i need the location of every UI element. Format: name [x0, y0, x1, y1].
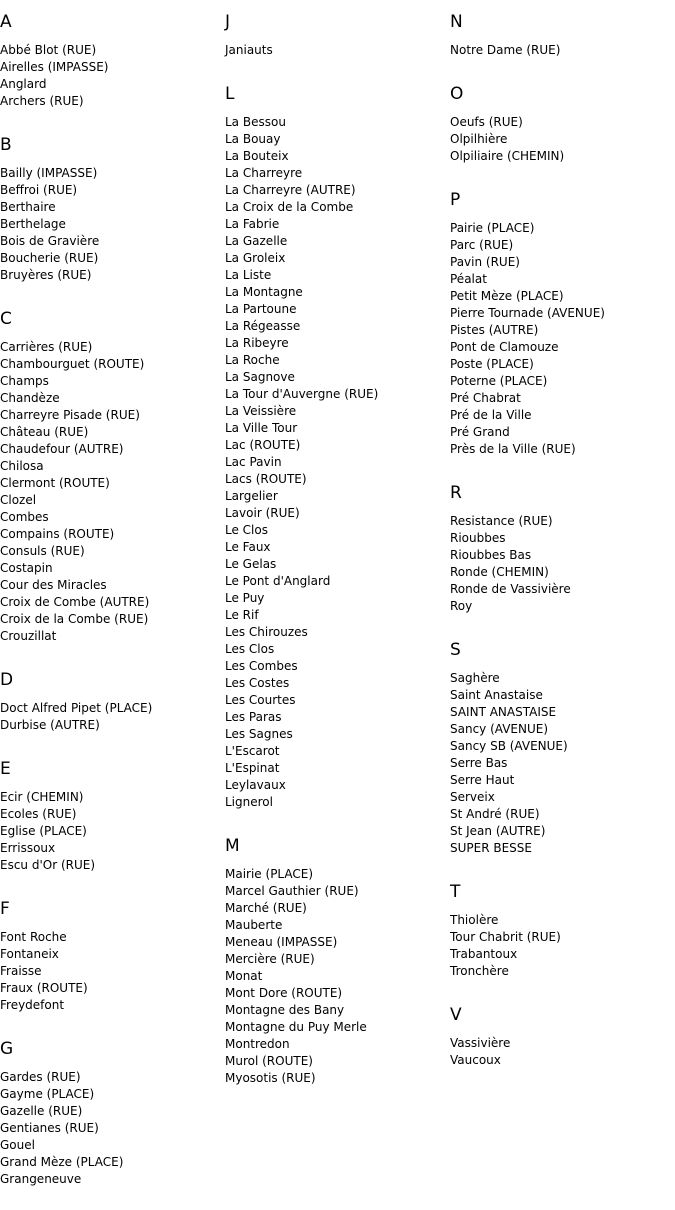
- street-list: [225, 866, 450, 1087]
- street-list: [225, 114, 450, 811]
- letter-heading: J: [225, 12, 231, 32]
- street-link[interactable]: Grangeneuve: [0, 1172, 82, 1186]
- street-link[interactable]: Boucherie (RUE): [0, 251, 99, 265]
- street-index-column-1: [0, 0, 225, 1188]
- street-link[interactable]: Abbé Blot (RUE): [0, 43, 97, 57]
- street-list: [0, 1069, 225, 1188]
- street-link[interactable]: Resistance (RUE): [450, 514, 553, 528]
- letter-group-g: [0, 1039, 225, 1188]
- letter-heading: D: [0, 670, 14, 690]
- letter-heading: B: [0, 135, 12, 155]
- letter-heading: F: [0, 899, 10, 919]
- street-link[interactable]: Thiolère: [450, 913, 499, 927]
- street-list: [225, 42, 450, 59]
- letter-group-j: [225, 12, 450, 59]
- street-link[interactable]: Le Puy: [225, 591, 265, 605]
- street-link[interactable]: Le Gelas: [225, 557, 277, 571]
- street-link[interactable]: Tronchère: [450, 964, 509, 978]
- street-link[interactable]: Chilosa: [0, 459, 44, 473]
- street-list: [450, 42, 675, 59]
- street-link[interactable]: Marché (RUE): [225, 901, 307, 915]
- letter-heading: C: [0, 309, 12, 329]
- letter-group-v: [450, 1005, 675, 1069]
- street-link[interactable]: SAINT ANASTAISE: [450, 705, 557, 719]
- street-link[interactable]: Olpiliaire (CHEMIN): [450, 149, 565, 163]
- street-list: [0, 789, 225, 874]
- street-link[interactable]: La Liste: [225, 268, 272, 282]
- street-link[interactable]: Serveix: [450, 790, 495, 804]
- street-link[interactable]: Les Paras: [225, 710, 282, 724]
- street-link[interactable]: Montredon: [225, 1037, 290, 1051]
- street-link[interactable]: Pistes (AUTRE): [450, 323, 539, 337]
- letter-group-r: [450, 483, 675, 615]
- street-link[interactable]: Pont de Clamouze: [450, 340, 559, 354]
- street-link[interactable]: La Montagne: [225, 285, 303, 299]
- street-link[interactable]: Lacs (ROUTE): [225, 472, 307, 486]
- letter-group-p: [450, 190, 675, 458]
- letter-heading: T: [450, 882, 461, 902]
- street-link[interactable]: Poste (PLACE): [450, 357, 534, 371]
- street-link[interactable]: La Régeasse: [225, 319, 301, 333]
- street-link[interactable]: Rioubbes: [450, 531, 506, 545]
- street-link[interactable]: Sancy (AVENUE): [450, 722, 549, 736]
- street-link[interactable]: Vassivière: [450, 1036, 511, 1050]
- street-link[interactable]: Montagne du Puy Merle: [225, 1020, 367, 1034]
- street-link[interactable]: Errissoux: [0, 841, 56, 855]
- street-link[interactable]: Parc (RUE): [450, 238, 514, 252]
- street-link[interactable]: Crouzillat: [0, 629, 57, 643]
- street-link[interactable]: La Gazelle: [225, 234, 288, 248]
- street-link[interactable]: Pierre Tournade (AVENUE): [450, 306, 605, 320]
- street-link[interactable]: Trabantoux: [450, 947, 518, 961]
- letter-heading: M: [225, 836, 240, 856]
- street-link[interactable]: Bois de Gravière: [0, 234, 100, 248]
- street-list: [450, 912, 675, 980]
- letter-group-a: [0, 12, 225, 110]
- letter-group-f: [0, 899, 225, 1014]
- street-list: [450, 1035, 675, 1069]
- street-link[interactable]: Monat: [225, 969, 263, 983]
- street-link[interactable]: Les Clos: [225, 642, 275, 656]
- street-link[interactable]: Oeufs (RUE): [450, 115, 523, 129]
- street-link[interactable]: Compains (ROUTE): [0, 527, 115, 541]
- street-link[interactable]: Les Combes: [225, 659, 298, 673]
- street-list: [450, 220, 675, 458]
- street-link[interactable]: Grand Mèze (PLACE): [0, 1155, 124, 1169]
- street-link[interactable]: Chambourguet (ROUTE): [0, 357, 145, 371]
- street-link[interactable]: Les Chirouzes: [225, 625, 308, 639]
- street-link[interactable]: Costapin: [0, 561, 53, 575]
- street-link[interactable]: Château (RUE): [0, 425, 89, 439]
- letter-group-c: [0, 309, 225, 645]
- street-list: [0, 929, 225, 1014]
- street-link[interactable]: Berthelage: [0, 217, 66, 231]
- street-link[interactable]: Janiauts: [225, 43, 273, 57]
- street-link[interactable]: La Roche: [225, 353, 280, 367]
- street-link[interactable]: La Croix de la Combe: [225, 200, 354, 214]
- street-link[interactable]: Cour des Miracles: [0, 578, 107, 592]
- street-link[interactable]: Font Roche: [0, 930, 67, 944]
- street-link[interactable]: L'Escarot: [225, 744, 280, 758]
- street-link[interactable]: Gayme (PLACE): [0, 1087, 95, 1101]
- street-link[interactable]: Consuls (RUE): [0, 544, 85, 558]
- street-link[interactable]: Pairie (PLACE): [450, 221, 535, 235]
- street-link[interactable]: Champs: [0, 374, 49, 388]
- street-link[interactable]: La Bessou: [225, 115, 286, 129]
- street-link[interactable]: Myosotis (RUE): [225, 1071, 316, 1085]
- street-link[interactable]: Leylavaux: [225, 778, 286, 792]
- street-link[interactable]: Saghère: [450, 671, 500, 685]
- street-link[interactable]: Gazelle (RUE): [0, 1104, 83, 1118]
- street-link[interactable]: La Groleix: [225, 251, 286, 265]
- street-link[interactable]: Bailly (IMPASSE): [0, 166, 98, 180]
- letter-heading: V: [450, 1005, 462, 1025]
- street-link[interactable]: Fraisse: [0, 964, 42, 978]
- street-link[interactable]: Lac Pavin: [225, 455, 282, 469]
- street-link[interactable]: Escu d'Or (RUE): [0, 858, 96, 872]
- street-list: [450, 114, 675, 165]
- street-link[interactable]: Les Sagnes: [225, 727, 293, 741]
- street-link[interactable]: Mont Dore (ROUTE): [225, 986, 343, 1000]
- letter-heading: E: [0, 759, 11, 779]
- street-link[interactable]: Mercière (RUE): [225, 952, 315, 966]
- letter-heading: N: [450, 12, 463, 32]
- street-link[interactable]: Airelles (IMPASSE): [0, 60, 109, 74]
- street-link[interactable]: Rioubbes Bas: [450, 548, 532, 562]
- street-link[interactable]: Archers (RUE): [0, 94, 84, 108]
- street-link[interactable]: Ronde de Vassivière: [450, 582, 571, 596]
- street-link[interactable]: Clermont (ROUTE): [0, 476, 110, 490]
- street-list: [0, 700, 225, 734]
- street-link[interactable]: Saint Anastaise: [450, 688, 543, 702]
- street-link[interactable]: Clozel: [0, 493, 37, 507]
- street-link[interactable]: Doct Alfred Pipet (PLACE): [0, 701, 153, 715]
- street-link[interactable]: Chandèze: [0, 391, 60, 405]
- street-link[interactable]: Croix de la Combe (RUE): [0, 612, 149, 626]
- letter-heading: S: [450, 640, 461, 660]
- letter-heading: L: [225, 84, 235, 104]
- letter-group-t: [450, 882, 675, 980]
- street-index-column-2: [225, 0, 450, 1087]
- street-list: [0, 42, 225, 110]
- street-link[interactable]: Montagne des Bany: [225, 1003, 345, 1017]
- street-link[interactable]: Murol (ROUTE): [225, 1054, 313, 1068]
- street-list: [0, 339, 225, 645]
- street-list: [450, 513, 675, 615]
- street-link[interactable]: La Bouteix: [225, 149, 289, 163]
- street-link[interactable]: La Veissière: [225, 404, 297, 418]
- street-link[interactable]: Croix de Combe (AUTRE): [0, 595, 150, 609]
- street-link[interactable]: Le Clos: [225, 523, 268, 537]
- street-link[interactable]: Les Costes: [225, 676, 290, 690]
- letter-group-d: [0, 670, 225, 734]
- letter-heading: O: [450, 84, 464, 104]
- street-index-column-3: [450, 0, 675, 1069]
- street-link[interactable]: Pré de la Ville: [450, 408, 532, 422]
- letter-group-s: [450, 640, 675, 857]
- street-link[interactable]: Fraux (ROUTE): [0, 981, 88, 995]
- street-link[interactable]: La Partoune: [225, 302, 297, 316]
- street-link[interactable]: Mairie (PLACE): [225, 867, 314, 881]
- letter-group-l: [225, 84, 450, 811]
- letter-heading: P: [450, 190, 461, 210]
- street-link[interactable]: Ecoles (RUE): [0, 807, 77, 821]
- street-link[interactable]: Combes: [0, 510, 49, 524]
- street-link[interactable]: Vaucoux: [450, 1053, 501, 1067]
- street-link[interactable]: St André (RUE): [450, 807, 540, 821]
- street-link[interactable]: L'Espinat: [225, 761, 280, 775]
- street-link[interactable]: La Ville Tour: [225, 421, 298, 435]
- street-link[interactable]: La Fabrie: [225, 217, 280, 231]
- street-link[interactable]: Près de la Ville (RUE): [450, 442, 576, 456]
- letter-group-n: [450, 12, 675, 59]
- street-link[interactable]: Mauberte: [225, 918, 283, 932]
- street-link[interactable]: Carrières (RUE): [0, 340, 93, 354]
- street-link[interactable]: Gentianes (RUE): [0, 1121, 99, 1135]
- street-link[interactable]: Pré Chabrat: [450, 391, 521, 405]
- street-link[interactable]: Les Courtes: [225, 693, 296, 707]
- street-link[interactable]: Eglise (PLACE): [0, 824, 87, 838]
- street-link[interactable]: Lavoir (RUE): [225, 506, 300, 520]
- street-link[interactable]: Berthaire: [0, 200, 56, 214]
- street-link[interactable]: Le Pont d'Anglard: [225, 574, 331, 588]
- street-link[interactable]: Lac (ROUTE): [225, 438, 301, 452]
- street-link[interactable]: Petit Mèze (PLACE): [450, 289, 564, 303]
- street-link[interactable]: Bruyères (RUE): [0, 268, 92, 282]
- street-link[interactable]: Pré Grand: [450, 425, 510, 439]
- street-link[interactable]: Fontaneix: [0, 947, 59, 961]
- street-link[interactable]: Durbise (AUTRE): [0, 718, 100, 732]
- street-link[interactable]: Serre Haut: [450, 773, 515, 787]
- letter-group-o: [450, 84, 675, 165]
- letter-group-e: [0, 759, 225, 874]
- street-link[interactable]: Charreyre Pisade (RUE): [0, 408, 140, 422]
- street-link[interactable]: Serre Bas: [450, 756, 508, 770]
- street-list: [0, 165, 225, 284]
- street-link[interactable]: Péalat: [450, 272, 487, 286]
- street-link[interactable]: St Jean (AUTRE): [450, 824, 546, 838]
- street-link[interactable]: Gouel: [0, 1138, 35, 1152]
- street-link[interactable]: Olpilhière: [450, 132, 508, 146]
- street-link[interactable]: Roy: [450, 599, 473, 613]
- street-link[interactable]: Tour Chabrit (RUE): [450, 930, 561, 944]
- street-link[interactable]: Beffroi (RUE): [0, 183, 78, 197]
- street-link[interactable]: La Sagnove: [225, 370, 295, 384]
- street-link[interactable]: La Ribeyre: [225, 336, 289, 350]
- street-link[interactable]: Largelier: [225, 489, 278, 503]
- street-link[interactable]: Meneau (IMPASSE): [225, 935, 338, 949]
- street-link[interactable]: La Bouay: [225, 132, 281, 146]
- street-link[interactable]: Anglard: [0, 77, 47, 91]
- street-link[interactable]: La Tour d'Auvergne (RUE): [225, 387, 379, 401]
- letter-heading: A: [0, 12, 12, 32]
- street-link[interactable]: Freydefont: [0, 998, 65, 1012]
- street-link[interactable]: SUPER BESSE: [450, 841, 533, 855]
- street-link[interactable]: La Charreyre (AUTRE): [225, 183, 356, 197]
- street-link[interactable]: Le Faux: [225, 540, 271, 554]
- letter-group-m: [225, 836, 450, 1087]
- street-link[interactable]: Le Rif: [225, 608, 259, 622]
- letter-heading: G: [0, 1039, 14, 1059]
- street-link[interactable]: Ronde (CHEMIN): [450, 565, 549, 579]
- letter-heading: R: [450, 483, 462, 503]
- street-link[interactable]: Gardes (RUE): [0, 1070, 81, 1084]
- street-link[interactable]: Chaudefour (AUTRE): [0, 442, 124, 456]
- letter-group-b: [0, 135, 225, 284]
- street-link[interactable]: Pavin (RUE): [450, 255, 520, 269]
- street-link[interactable]: Notre Dame (RUE): [450, 43, 561, 57]
- street-link[interactable]: Marcel Gauthier (RUE): [225, 884, 359, 898]
- street-link[interactable]: Sancy SB (AVENUE): [450, 739, 568, 753]
- street-link[interactable]: La Charreyre: [225, 166, 303, 180]
- street-link[interactable]: Ecir (CHEMIN): [0, 790, 84, 804]
- street-list: [450, 670, 675, 857]
- street-link[interactable]: Lignerol: [225, 795, 273, 809]
- street-link[interactable]: Poterne (PLACE): [450, 374, 548, 388]
